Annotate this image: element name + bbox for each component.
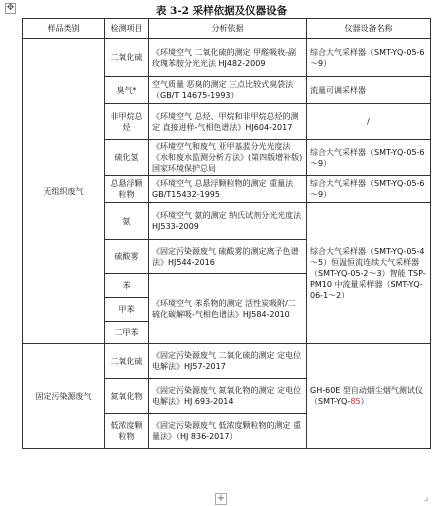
item-cell: 二氧化硫 <box>105 39 149 77</box>
add-row-icon[interactable]: + <box>216 493 226 504</box>
item-cell: 臭气* <box>105 77 149 104</box>
item-cell: 氮氧化物 <box>105 379 149 414</box>
basis-cell: 《固定污染源废气 二氧化硫的测定 定电位电解法》HJ57-2017 <box>149 344 307 379</box>
device-cell: 综合大气采样器（SMT-YQ-05-6～9） <box>307 140 431 176</box>
basis-cell: 《固定污染源废气 氮氧化物的测定 定电位电解法》HJ 693-2014 <box>149 379 307 414</box>
item-cell: 二氧化硫 <box>105 344 149 379</box>
basis-cell: 《环境空气 苯系物的测定 活性炭吸附/二硫化碳解吸-气相色谱法》HJ584-2010 <box>149 274 307 344</box>
basis-cell: 《固定污染源废气 硫酸雾的测定离子色谱法》HJ544-2016 <box>149 240 307 274</box>
device-prefix: GH-60E 型自动烟尘烟气测试仪（SMT-YQ- <box>310 386 423 406</box>
basis-cell: 《环境空气 二氧化硫的测定 甲醛吸收-副玫瑰苯胺分光光法 HJ482-2009 <box>149 39 307 77</box>
header-item: 检测项目 <box>105 19 149 39</box>
item-cell: 非甲烷总烃 <box>105 104 149 140</box>
table-row <box>23 344 431 379</box>
stack-device-cell <box>307 344 431 449</box>
item-cell: 甲苯 <box>105 298 149 322</box>
basis-cell: 《环境空气 氨的测定 纳氏试剂分光光度法 HJ533-2009 <box>149 203 307 240</box>
header-basis: 分析依据 <box>149 19 307 39</box>
item-cell: 硫酸雾 <box>105 240 149 274</box>
table-row <box>23 39 431 77</box>
header-device: 仪器设备名称 <box>307 19 431 39</box>
basis-cell: 空气质量 恶臭的测定 三点比较式臭袋法（GB/T 14675-1993） <box>149 77 307 104</box>
basis-cell: 《环境空气 总悬浮颗粒物的测定 重量法 GB/T15432-1995 <box>149 176 307 203</box>
basis-cell: 《环境空气和废气 亚甲基蓝分光光度法 《水和废水监测分析方法》(第四版增补版) 国家环境保护总局 <box>149 140 307 176</box>
device-code: 85 <box>350 397 361 406</box>
item-cell: 低浓度颗粒物 <box>105 414 149 449</box>
device-cell: / <box>307 104 431 140</box>
category-cell: 固定污染源废气 <box>23 344 105 449</box>
device-cell: 流量可调采样器 <box>307 77 431 104</box>
item-cell: 氨 <box>105 203 149 240</box>
item-cell: 二甲苯 <box>105 322 149 344</box>
shared-device-cell: 综合大气采样器（SMT-YQ-05-4～5）恒温恒流连续大气采样器（SMT-YQ-05-2～3）智能 TSP-PM10 中流量采样器（SMT-YQ-06-1～2） <box>307 203 431 344</box>
item-cell: 苯 <box>105 274 149 298</box>
table-move-handle-icon[interactable]: ✥ <box>6 3 15 13</box>
resize-handle-icon[interactable]: ⌟ <box>424 493 429 503</box>
sampling-table <box>22 18 431 449</box>
device-cell: 综合大气采样器（SMT-YQ-05-6～9） <box>307 176 431 203</box>
table-header-row <box>23 19 431 39</box>
header-category: 样品类别 <box>23 19 105 39</box>
table-caption: 表 3-2 采样依据及仪器设备 <box>155 5 288 17</box>
device-cell: 综合大气采样器（SMT-YQ-05-6～9） <box>307 39 431 77</box>
device-suffix: ） <box>360 397 369 406</box>
basis-cell: 《环境空气 总烃、甲烷和非甲烷总烃的测定 直接进样-气相色谱法》HJ604-2017 <box>149 104 307 140</box>
basis-cell: 《固定污染源废气 低浓度颗粒物的测定 重量法》（HJ 836-2017） <box>149 414 307 449</box>
item-cell: 总悬浮颗粒物 <box>105 176 149 203</box>
item-cell: 硫化氢 <box>105 140 149 176</box>
category-cell: 无组织废气 <box>23 39 105 344</box>
